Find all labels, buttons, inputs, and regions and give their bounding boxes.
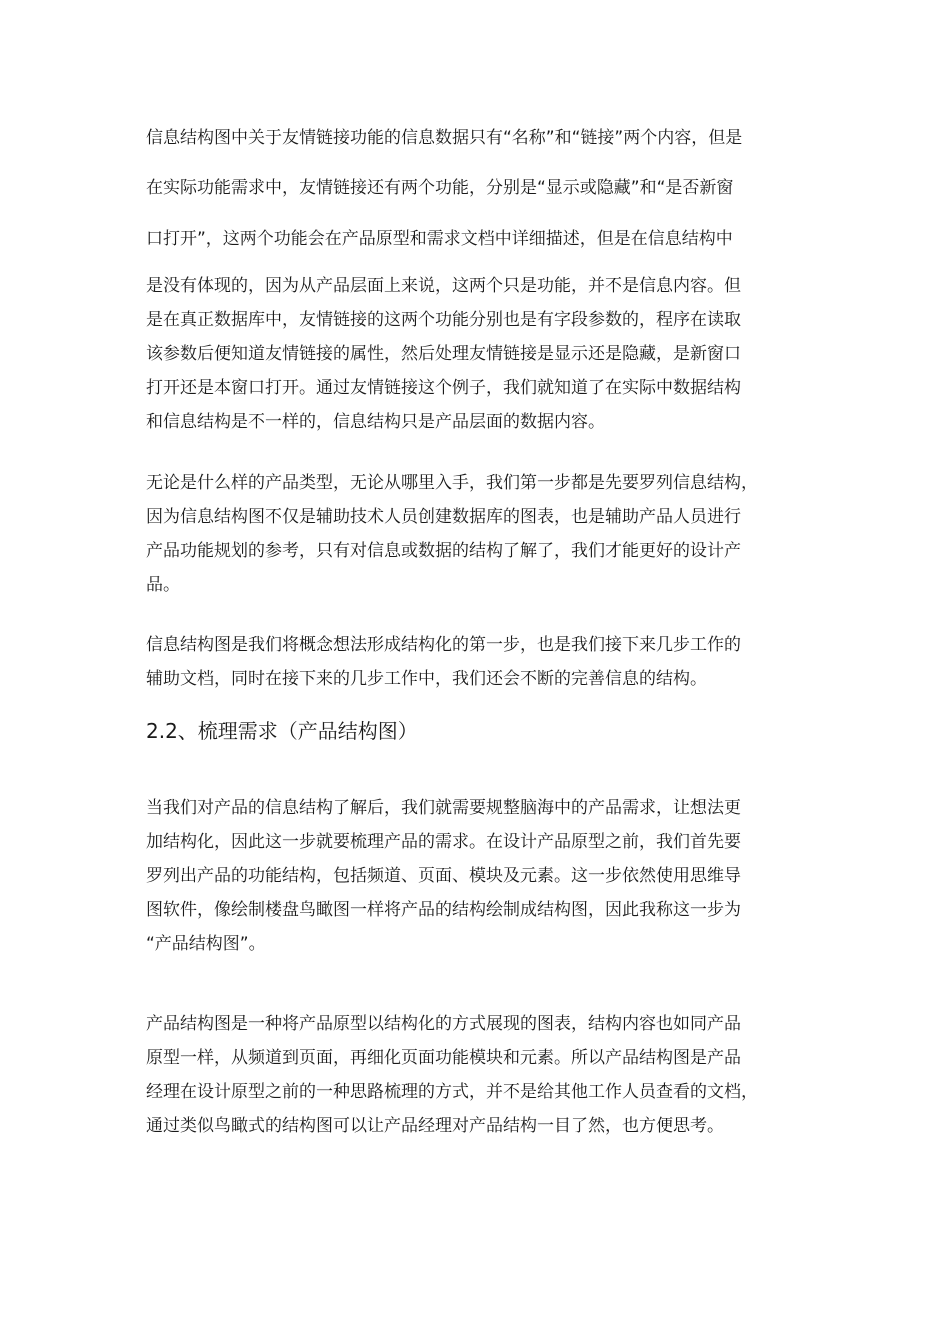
paragraph-4-line-4: 图软件，像绘制楼盘鸟瞰图一样将产品的结构绘制成结构图，因此我称这一步为 bbox=[146, 900, 741, 920]
paragraph-4-line-1: 当我们对产品的信息结构了解后，我们就需要规整脑海中的产品需求，让想法更 bbox=[146, 798, 741, 818]
paragraph-3-line-1: 信息结构图是我们将概念想法形成结构化的第一步，也是我们接下来几步工作的 bbox=[146, 635, 741, 655]
paragraph-1-line-5: 是在真正数据库中，友情链接的这两个功能分别也是有字段参数的，程序在读取 bbox=[146, 310, 741, 330]
paragraph-1-line-4: 是没有体现的，因为从产品层面上来说，这两个只是功能，并不是信息内容。但 bbox=[146, 276, 741, 296]
paragraph-2-line-1: 无论是什么样的产品类型，无论从哪里入手，我们第一步都是先要罗列信息结构， bbox=[146, 473, 758, 493]
paragraph-2-line-4: 品。 bbox=[146, 575, 180, 595]
paragraph-4-line-2: 加结构化，因此这一步就要梳理产品的需求。在设计产品原型之前，我们首先要 bbox=[146, 832, 741, 852]
paragraph-2-line-3: 产品功能规划的参考，只有对信息或数据的结构了解了，我们才能更好的设计产 bbox=[146, 541, 741, 561]
paragraph-1-line-3: 口打开”，这两个功能会在产品原型和需求文档中详细描述，但是在信息结构中 bbox=[146, 229, 733, 249]
paragraph-1-line-8: 和信息结构是不一样的，信息结构只是产品层面的数据内容。 bbox=[146, 412, 605, 432]
paragraph-1-line-7: 打开还是本窗口打开。通过友情链接这个例子，我们就知道了在实际中数据结构 bbox=[146, 378, 741, 398]
paragraph-1-line-6: 该参数后便知道友情链接的属性，然后处理友情链接是显示还是隐藏，是新窗口 bbox=[146, 344, 741, 364]
paragraph-3-line-2: 辅助文档，同时在接下来的几步工作中，我们还会不断的完善信息的结构。 bbox=[146, 669, 707, 689]
paragraph-1-line-2: 在实际功能需求中，友情链接还有两个功能，分别是“显示或隐藏”和“是否新窗 bbox=[146, 178, 734, 198]
paragraph-5-line-2: 原型一样，从频道到页面，再细化页面功能模块和元素。所以产品结构图是产品 bbox=[146, 1048, 741, 1068]
paragraph-4-line-3: 罗列出产品的功能结构，包括频道、页面、模块及元素。这一步依然使用思维导 bbox=[146, 866, 741, 886]
paragraph-2-line-2: 因为信息结构图不仅是辅助技术人员创建数据库的图表，也是辅助产品人员进行 bbox=[146, 507, 741, 527]
paragraph-4-line-5: “产品结构图”。 bbox=[146, 934, 266, 954]
section-heading: 2.2、梳理需求（产品结构图） bbox=[146, 719, 418, 743]
paragraph-5-line-3: 经理在设计原型之前的一种思路梳理的方式，并不是给其他工作人员查看的文档， bbox=[146, 1082, 758, 1102]
paragraph-5-line-4: 通过类似鸟瞰式的结构图可以让产品经理对产品结构一目了然，也方便思考。 bbox=[146, 1116, 724, 1136]
paragraph-1-line-1: 信息结构图中关于友情链接功能的信息数据只有“名称”和“链接”两个内容，但是 bbox=[146, 128, 743, 148]
paragraph-5-line-1: 产品结构图是一种将产品原型以结构化的方式展现的图表，结构内容也如同产品 bbox=[146, 1014, 741, 1034]
